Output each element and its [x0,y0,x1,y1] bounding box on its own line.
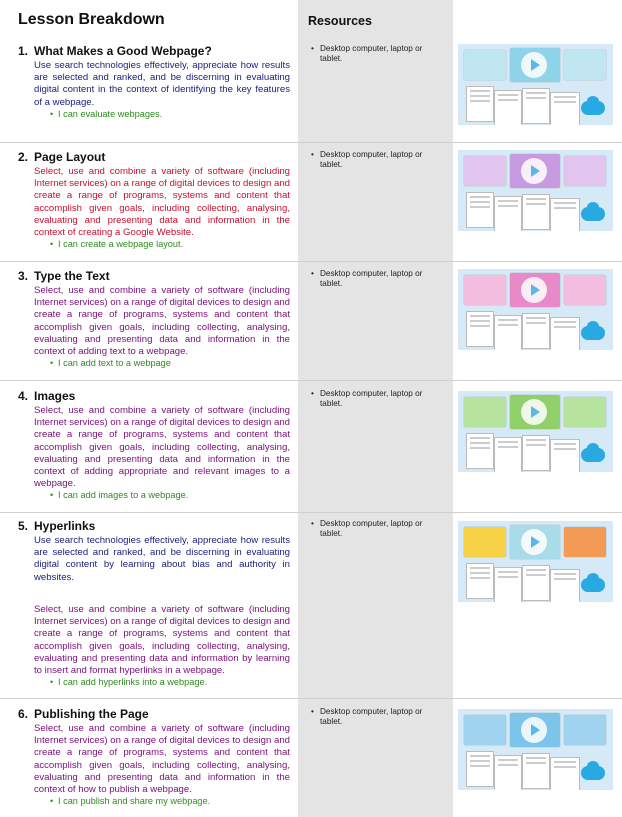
lesson-title [18,150,105,164]
resource-item: • Desktop computer, laptop or tablet. [311,269,423,289]
lesson-title-text: What Makes a Good Webpage? [34,44,212,58]
play-icon[interactable] [521,277,547,303]
lesson-row [0,269,622,381]
learning-objective: Select, use and combine a variety of software (including Internet services) on a range of digital devices to design and create a range of programs, systems and content that accomplish given goals, including collecting, analysing, evaluating and presenting data and information in the context of creating a Google Website. [34,166,290,239]
learning-objective: Select, use and combine a variety of software (including Internet services) on a range of digital devices to design and create a range of programs, systems and content that accomplish given goals, including collecting, analysing, evaluating and presenting data and information in the context of adding appropriate and relevant images to a webpage. [34,405,290,490]
success-criteria: • I can evaluate webpages. [50,109,163,119]
resource-item: • Desktop computer, laptop or tablet. [311,389,423,409]
lesson-title [18,269,110,283]
success-criteria: • I can publish and share my webpage. [50,796,211,806]
play-icon[interactable] [521,717,547,743]
resource-item: • Desktop computer, laptop or tablet. [311,707,423,727]
learning-objective: Select, use and combine a variety of software (including Internet services) on a range of digital devices to design and create a range of programs, systems and content that accomplish given goals, including collecting, analysing, evaluating and presenting data and information in the context of how to publish a webpage. [34,723,290,796]
twinkl-logo-icon [581,326,605,340]
lesson-row [0,44,622,143]
lesson-title [18,707,149,721]
play-icon[interactable] [521,52,547,78]
twinkl-logo-icon [581,448,605,462]
play-icon[interactable] [521,529,547,555]
resource-item: • Desktop computer, laptop or tablet. [311,519,423,539]
lesson-row [0,150,622,262]
twinkl-logo-icon [581,101,605,115]
resource-item: • Desktop computer, laptop or tablet. [311,44,423,64]
learning-objective: Select, use and combine a variety of software (including Internet services) on a range of digital devices to design and create a range of programs, systems and content that accomplish given goals, including collecting, analysing, evaluating and presenting data and information by learning to insert and format hyperlinks in a webpage. [34,604,290,677]
lesson-title [18,519,95,533]
lesson-pack-thumbnail[interactable] [458,709,613,790]
lesson-row [0,389,622,513]
resources-heading: Resources [308,14,372,28]
lesson-number: 1. [18,44,29,58]
lesson-pack-thumbnail[interactable] [458,150,613,231]
lesson-title-text: Images [34,389,76,403]
lesson-number: 3. [18,269,29,283]
lesson-title [18,44,212,58]
success-criteria: • I can add text to a webpage [50,358,171,368]
lesson-pack-thumbnail[interactable] [458,391,613,472]
lesson-title-text: Page Layout [34,150,106,164]
success-criteria: • I can create a webpage layout. [50,239,184,249]
learning-objective: Use search technologies effectively, appreciate how results are selected and ranked, and be discerning in evaluating digital content by learning about bias and authority in websites. [34,535,290,583]
lesson-pack-thumbnail[interactable] [458,521,613,602]
lesson-number: 5. [18,519,29,533]
lesson-title-text: Type the Text [34,269,110,283]
twinkl-logo-icon [581,578,605,592]
learning-objective: Use search technologies effectively, appreciate how results are selected and ranked, and be discerning in evaluating digital content in the context of identifying the key features of a webpage. [34,60,290,108]
resource-item: • Desktop computer, laptop or tablet. [311,150,423,170]
page-title: Lesson Breakdown [18,11,165,28]
lesson-row [0,519,622,699]
lesson-title-text: Hyperlinks [34,519,96,533]
play-icon[interactable] [521,158,547,184]
lesson-title [18,389,75,403]
twinkl-logo-icon [581,207,605,221]
lesson-number: 6. [18,707,29,721]
success-criteria: • I can add hyperlinks into a webpage. [50,677,208,687]
lesson-row [0,707,622,817]
twinkl-logo-icon [581,766,605,780]
lesson-title-text: Publishing the Page [34,707,149,721]
learning-objective: Select, use and combine a variety of software (including Internet services) on a range of digital devices to design and create a range of programs, systems and content that accomplish given goals, including collecting, analysing, evaluating and presenting data and information in the context of adding text to a webpage. [34,285,290,358]
success-criteria: • I can add images to a webpage. [50,490,189,500]
lesson-number: 2. [18,150,29,164]
lesson-pack-thumbnail[interactable] [458,269,613,350]
lesson-number: 4. [18,389,29,403]
lesson-pack-thumbnail[interactable] [458,44,613,125]
play-icon[interactable] [521,399,547,425]
